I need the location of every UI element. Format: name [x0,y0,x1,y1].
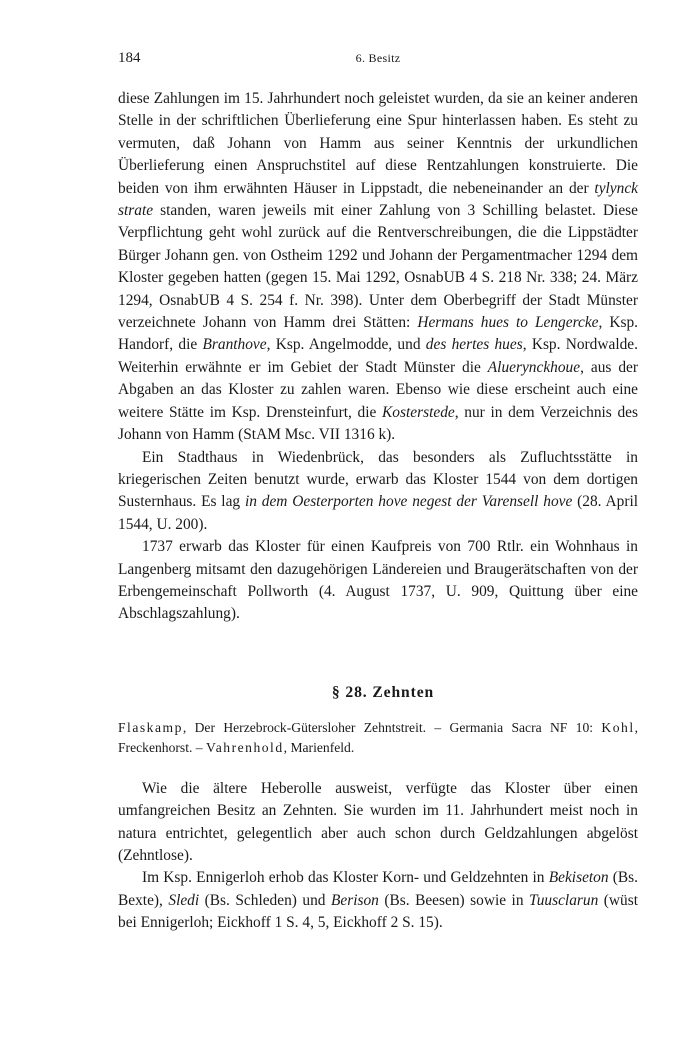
text-run: , Der Herzebrock-Gütersloher Zehntstreit. – Germania Sacra NF 10: [182,719,602,735]
italic-term: des hertes hues [425,336,523,354]
text-run: 1737 erwarb das Kloster für einen Kaufpreis von 700 Rtlr. ein Wohnhaus in Langenberg mitsamt den dazugehörigen Ländereien und Braugerätschaften von der Erbengemeinschaft Pollworth (4. August 1737, U. 909, Quittung über eine Abschlagszahlung). [118,538,638,623]
author-name: Flaskamp [118,719,183,735]
text-run: (28. April 1544, U. 200). [118,493,638,533]
text-run: , nur in dem Verzeichnis des Johann von Hamm (StAM Msc. VII 1316 k). [118,403,638,444]
running-head: 6. Besitz [355,51,401,65]
italic-term: Branthove [202,336,267,354]
text-run: (Bs. Beesen) sowie in [378,891,530,909]
text-run: (Bs. Schleden) und [199,891,331,909]
text-run: standen, waren jeweils mit einer Zahlung von 3 Schilling belastet. Diese Verpflichtung geht wohl zurück auf die Rentverschreibungen, die die Lippstädter Bürger Johann gen. von Ostheim 1292 und Johann der Pergamentmacher 1294 dem Kloster gegeben hatten (gegen 15. Mai 1292, OsnabUB 4 S. 218 Nr. 338; 24. März 1294, OsnabUB 4 S. 254 f. Nr. 398). Unter dem Oberbegriff der Stadt Münster verzeichnete Johann von Hamm drei Stätten: [118,202,638,332]
section-spacer [118,626,638,684]
literature-references [118,718,638,758]
paragraphs-bottom [118,778,638,935]
paragraph [118,447,638,537]
paragraph [118,536,638,626]
italic-term: Sledi [168,891,200,909]
text-run: , Ksp. Nordwalde. Weiterhin erwähnte er im Gebiet der Stadt Münster die [118,336,638,376]
paragraph [118,867,638,934]
text-run: (wüst bei Ennigerloh; Eickhoff 1 S. 4, 5, Eickhoff 2 S. 15). [118,891,638,932]
italic-term: Aluerynckhoue [487,358,581,376]
text-run: diese Zahlungen im 15. Jahrhundert noch geleistet wurden, da sie an keiner anderen Stelle in der schriftlichen Überlieferung eine Spur hinterlassen haben. Es steht zu vermuten, daß Johann von Hamm aus seiner Kenntnis der urkundlichen Überlieferung einen Anspruchstitel auf diese Rentzahlungen konstruierte. Die beiden von ihm erwähnten Häuser in Lippstadt, die nebeneinander an der [118,90,638,197]
italic-term: tylynck strate [118,179,638,220]
italic-term: Bekiseton [548,869,609,887]
paragraph [118,88,638,447]
text-run: , aus der Abgaben an das Kloster zu zahlen waren. Ebenso wie diese erscheint auch eine weitere Stätte im Ksp. Drensteinfurt, die [118,358,638,421]
text-run: Wie die ältere Heberolle ausweist, verfügte das Kloster über einen umfangreichen Besitz an Zehnten. Sie wurden im 11. Jahrhundert meist noch in natura entrichtet, gelegentlich aber auch schon durch Geldzahlungen abgelöst (Zehntlose). [118,779,638,864]
text-run: , Freckenhorst. – [118,719,638,755]
paragraph [118,778,638,868]
text-run: , Marienfeld. [283,739,355,755]
italic-term: Tuusclarun [529,891,599,909]
text-run: Im Ksp. Ennigerloh erhob das Kloster Korn- und Geldzehnten in [142,869,549,887]
text-run: , Ksp. Handorf, die [118,314,639,354]
author-name: Kohl [601,719,635,735]
italic-term: Berison [330,891,379,909]
italic-term: in dem Oesterporten hove negest der Varensell hove [244,493,573,511]
italic-term: Kosterstede [382,403,455,421]
text-run: , Ksp. Angelmodde, und [266,336,426,354]
section-heading: § 28. Zehnten [331,683,435,701]
page-number: 184 [118,50,141,66]
paragraphs-top [118,88,638,626]
author-name: Vahrenhold [205,739,284,755]
body-text [118,88,638,935]
text-run: (Bs. Bexte), [118,869,639,909]
page-header [118,50,638,72]
italic-term: Hermans hues to Lengercke [417,314,599,332]
text-run: Ein Stadthaus in Wiedenbrück, das besonders als Zufluchtsstätte in kriegerischen Zeiten benutzt wurde, erwarb das Kloster 1544 von dem dortigen Susternhaus. Es lag [118,448,638,511]
